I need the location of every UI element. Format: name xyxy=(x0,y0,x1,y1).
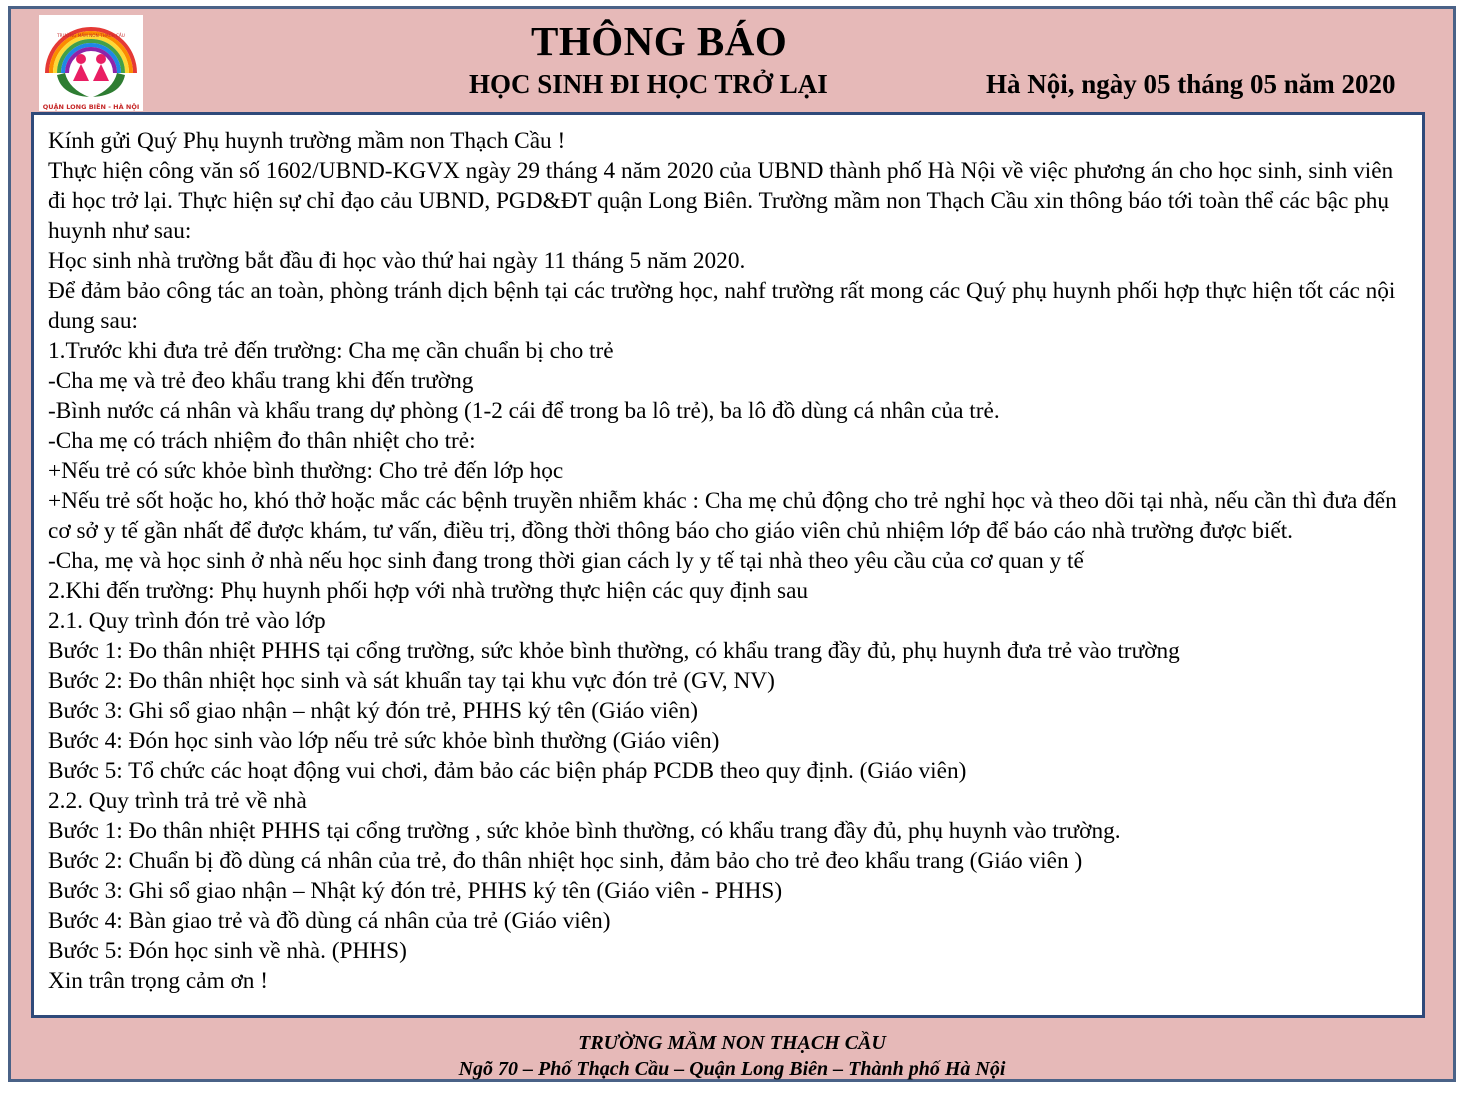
paragraph: Bước 3: Ghi sổ giao nhận – Nhật ký đón trẻ, PHHS ký tên (Giáo viên - PHHS) xyxy=(48,878,783,904)
footer-address: Ngõ 70 – Phố Thạch Cầu – Quận Long Biên – Thành phố Hà Nội xyxy=(458,1058,1006,1080)
paragraph: -Cha mẹ và trẻ đeo khẩu trang khi đến trường xyxy=(48,368,474,394)
paragraph: -Cha, mẹ và học sinh ở nhà nếu học sinh đang trong thời gian cách ly y tế tại nhà theo yêu cầu của cơ quan y tế xyxy=(48,548,1084,574)
notice-date: Hà Nội, ngày 05 tháng 05 năm 2020 xyxy=(986,69,1396,99)
paragraph: Bước 5: Đón học sinh về nhà. (PHHS) xyxy=(48,938,407,964)
paragraph: -Cha mẹ có trách nhiệm đo thân nhiệt cho trẻ: xyxy=(48,428,476,454)
paragraph: Bước 2: Chuẩn bị đồ dùng cá nhân của trẻ, đo thân nhiệt học sinh, đảm bảo cho trẻ đeo khẩu trang (Giáo viên ) xyxy=(48,848,1083,874)
paragraph: +Nếu trẻ có sức khỏe bình thường: Cho trẻ đến lớp học xyxy=(48,458,564,484)
school-logo-icon xyxy=(39,15,143,111)
logo-top-text: TRƯỜNG MẦM NON THẠCH CẦU xyxy=(57,33,125,38)
paragraph: Bước 1: Đo thân nhiệt PHHS tại cổng trường, sức khỏe bình thường, có khẩu trang đầy đủ, phụ huynh đưa trẻ vào trường xyxy=(48,638,1180,664)
paragraph: -Bình nước cá nhân và khẩu trang dự phòng (1-2 cái để trong ba lô trẻ), ba lô đồ dùng cá nhân của trẻ. xyxy=(48,398,1000,424)
paragraph: Bước 3: Ghi sổ giao nhận – nhật ký đón trẻ, PHHS ký tên (Giáo viên) xyxy=(48,698,698,724)
paragraph: Bước 4: Bàn giao trẻ và đồ dùng cá nhân của trẻ (Giáo viên) xyxy=(48,908,611,934)
footer-school-name: TRƯỜNG MẦM NON THẠCH CẦU xyxy=(578,1032,886,1054)
paragraph: Học sinh nhà trường bắt đầu đi học vào thứ hai ngày 11 tháng 5 năm 2020. xyxy=(48,248,746,274)
notice-content xyxy=(31,112,1425,1018)
paragraph: 2.Khi đến trường: Phụ huynh phối hợp với nhà trường thực hiện các quy định sau xyxy=(48,578,809,604)
page-subtitle: HỌC SINH ĐI HỌC TRỞ LẠI xyxy=(469,69,828,99)
paragraph: Bước 1: Đo thân nhiệt PHHS tại cổng trường , sức khỏe bình thường, có khẩu trang đầy đủ, phụ huynh vào trường. xyxy=(48,818,1121,844)
paragraph: Bước 5: Tổ chức các hoạt động vui chơi, đảm bảo các biện pháp PCDB theo quy định. (Giáo viên) xyxy=(48,758,967,784)
paragraph: Để đảm bảo công tác an toàn, phòng tránh dịch bệnh tại các trường học, nahf trường rất mong các Quý phụ huynh phối hợp thực hiện tốt các nội dung sau: xyxy=(48,278,1396,334)
paragraph: Bước 2: Đo thân nhiệt học sinh và sát khuẩn tay tại khu vực đón trẻ (GV, NV) xyxy=(48,668,775,694)
paragraph: 2.2. Quy trình trả trẻ về nhà xyxy=(48,788,307,814)
paragraph: 1.Trước khi đưa trẻ đến trường: Cha mẹ cần chuẩn bị cho trẻ xyxy=(48,338,614,364)
paragraph: Kính gửi Quý Phụ huynh trường mầm non Thạch Cầu ! xyxy=(48,128,566,154)
notice-slide xyxy=(8,6,1456,1082)
paragraph: +Nếu trẻ sốt hoặc ho, khó thở hoặc mắc các bệnh truyền nhiễm khác : Cha mẹ chủ động cho trẻ nghỉ học và theo dõi tại nhà, nếu cần thì đưa đến cơ sở y tế gần nhất để được khám, tư vấn, điều trị, đồng thời thông báo cho giáo viên chủ nhiệm lớp để báo cáo nhà trường được biết. xyxy=(48,488,1397,544)
paragraph: Xin trân trọng cảm ơn ! xyxy=(48,968,268,994)
logo-bottom-text: QUẬN LONG BIÊN - HÀ NỘI xyxy=(42,103,140,111)
paragraph: Bước 4: Đón học sinh vào lớp nếu trẻ sức khỏe bình thường (Giáo viên) xyxy=(48,728,720,754)
paragraph: Thực hiện công văn số 1602/UBND-KGVX ngày 29 tháng 4 năm 2020 của UBND thành phố Hà Nội về việc phương án cho học sinh, sinh viên đi học trở lại. Thực hiện sự chỉ đạo cảu UBND, PGD&ĐT quận Long Biên. Trường mầm non Thạch Cầu xin thông báo tới toàn thể các bậc phụ huynh như sau: xyxy=(48,158,1394,244)
page-title: THÔNG BÁO xyxy=(531,18,788,64)
paragraph: 2.1. Quy trình đón trẻ vào lớp xyxy=(48,608,326,634)
